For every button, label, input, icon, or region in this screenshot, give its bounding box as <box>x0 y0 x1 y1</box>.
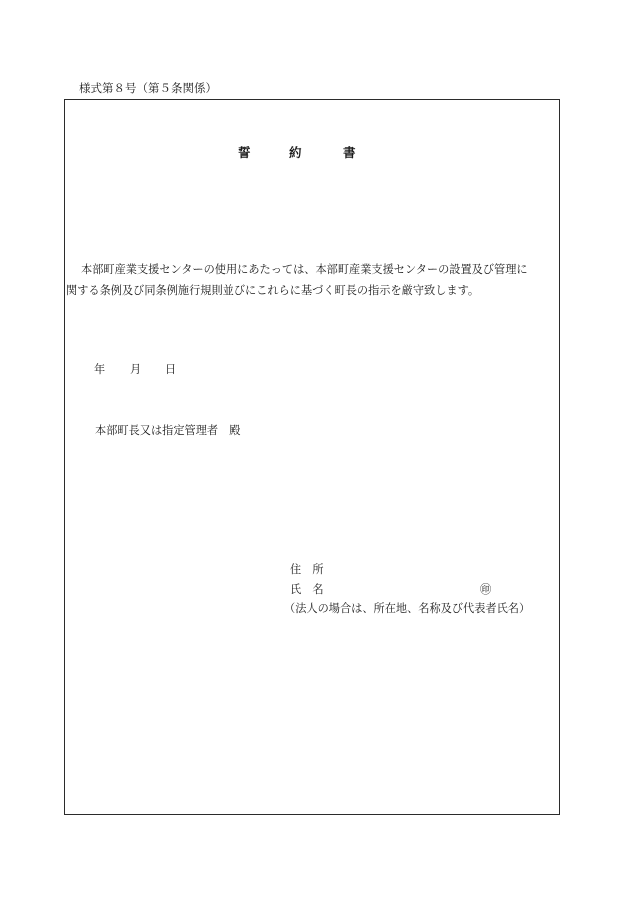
corporation-note: （法人の場合は、所在地、名称及び代表者氏名） <box>284 602 531 615</box>
date-day-label: 日 <box>165 363 177 376</box>
document-title-char-2: 約 <box>289 145 302 160</box>
pledge-text-line-2: 関する条例及び同条例施行規則並びにこれらに基づく町長の指示を厳守致します。 <box>66 284 480 297</box>
pledge-text-line-1: 本部町産業支援センターの使用にあたっては、本部町産業支援センターの設置及び管理に <box>81 263 528 276</box>
document-title-char-3: 書 <box>343 145 356 160</box>
address-label: 住 所 <box>290 563 324 576</box>
pledge-document-frame <box>64 99 560 815</box>
name-label: 氏 名 <box>290 583 324 596</box>
document-title-char-1: 誓 <box>238 145 251 160</box>
addressee: 本部町長又は指定管理者 殿 <box>95 424 241 437</box>
date-month-label: 月 <box>130 363 142 376</box>
seal-mark: ㊞ <box>480 583 492 596</box>
date-year-label: 年 <box>94 363 106 376</box>
form-number-label: 様式第８号（第５条関係） <box>79 81 217 95</box>
